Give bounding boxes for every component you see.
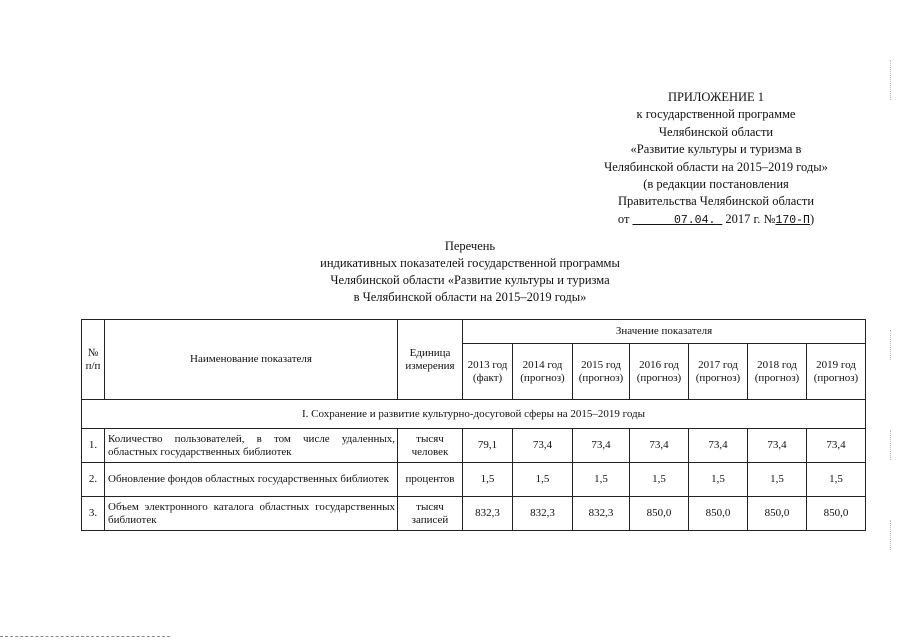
row-value: 1,5 [748, 463, 807, 497]
date-value: 07.04. [673, 213, 716, 227]
date-prefix: от [617, 211, 630, 226]
row-number: 2. [82, 463, 105, 497]
header-year: 2018 год (прогноз) [748, 344, 807, 400]
scan-margin-mark [890, 520, 893, 550]
row-value: 832,3 [573, 497, 630, 531]
row-value: 1,5 [513, 463, 573, 497]
header-year: 2017 год (прогноз) [689, 344, 748, 400]
row-value: 1,5 [463, 463, 513, 497]
header-year: 2015 год (прогноз) [573, 344, 630, 400]
row-value: 73,4 [513, 429, 573, 463]
row-unit: тысяч человек [398, 429, 463, 463]
caption-line: Челябинской области «Развитие культуры и туризма [330, 273, 610, 287]
row-value: 850,0 [630, 497, 689, 531]
appendix-line: (в редакции постановления [643, 177, 789, 192]
header-year: 2013 год (факт) [463, 344, 513, 400]
row-value: 73,4 [807, 429, 866, 463]
appendix-date-line [560, 211, 872, 229]
header-value: Значение показателя [463, 320, 866, 344]
doc-number: 170-П [775, 213, 810, 227]
row-value: 1,5 [573, 463, 630, 497]
header-year: 2019 год (прогноз) [807, 344, 866, 400]
appendix-title: ПРИЛОЖЕНИЕ 1 [667, 90, 765, 104]
row-value: 1,5 [630, 463, 689, 497]
header-year: 2014 год (прогноз) [513, 344, 573, 400]
table-row [82, 429, 866, 463]
appendix-line: «Развитие культуры и туризма в [630, 142, 802, 157]
row-indicator-name: Количество пользователей, в том числе удаленных, областных государственных библиотек [105, 429, 398, 463]
table-row [82, 463, 866, 497]
appendix-line: к государственной программе [636, 107, 796, 122]
caption-line: индикативных показателей государственной программы [320, 256, 620, 270]
header-year: 2016 год (прогноз) [630, 344, 689, 400]
header-unit: Единица измерения [398, 320, 463, 400]
section-title: I. Сохранение и развитие культурно-досуговой сферы на 2015–2019 годы [82, 400, 866, 429]
section-row [82, 400, 866, 429]
row-unit: процентов [398, 463, 463, 497]
row-value: 73,4 [630, 429, 689, 463]
row-value: 832,3 [463, 497, 513, 531]
row-indicator-name: Обновление фондов областных государственных библиотек [105, 463, 398, 497]
row-value: 79,1 [463, 429, 513, 463]
row-value: 850,0 [748, 497, 807, 531]
row-number: 1. [82, 429, 105, 463]
table-row [82, 497, 866, 531]
row-value: 850,0 [807, 497, 866, 531]
header-number: № п/п [82, 320, 105, 400]
row-value: 1,5 [689, 463, 748, 497]
row-value: 1,5 [807, 463, 866, 497]
row-value: 73,4 [573, 429, 630, 463]
year-text: 2017 г. № [725, 211, 776, 226]
row-indicator-name: Объем электронного каталога областных государственных библиотек [105, 497, 398, 531]
appendix-line: Челябинской области на 2015–2019 годы» [604, 159, 828, 174]
row-unit: тысяч записей [398, 497, 463, 531]
row-value: 73,4 [748, 429, 807, 463]
row-number: 3. [82, 497, 105, 531]
appendix-line: Правительства Челябинской области [617, 194, 815, 209]
header-indicator-name: Наименование показателя [105, 320, 398, 400]
appendix-line: Челябинской области [658, 124, 774, 139]
row-value: 73,4 [689, 429, 748, 463]
scan-margin-mark [890, 430, 893, 460]
row-value: 832,3 [513, 497, 573, 531]
appendix-block [560, 89, 872, 229]
caption-line: в Челябинской области на 2015–2019 годы» [353, 290, 587, 304]
caption-title: Перечень [444, 239, 496, 253]
close-paren: ) [809, 211, 815, 226]
document-caption [250, 238, 690, 306]
scan-margin-mark [890, 330, 893, 360]
indicators-table [81, 319, 866, 531]
scan-margin-mark [890, 60, 893, 100]
scan-bottom-mark [0, 636, 170, 638]
row-value: 850,0 [689, 497, 748, 531]
